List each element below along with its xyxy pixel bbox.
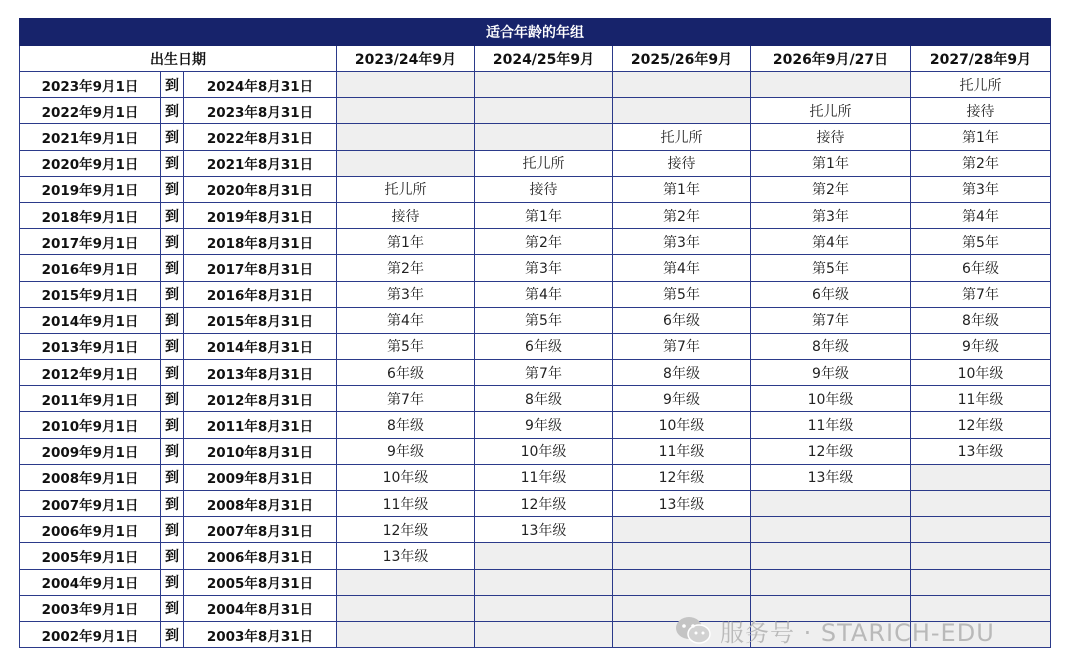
table-row xyxy=(20,491,1051,517)
grade-cell: 10年级 xyxy=(751,386,911,412)
birth-from-date: 2008年9月1日 xyxy=(20,464,161,490)
grade-cell xyxy=(475,543,613,569)
grade-cell: 10年级 xyxy=(613,412,751,438)
grade-cell: 第7年 xyxy=(911,281,1051,307)
birth-from-date: 2007年9月1日 xyxy=(20,491,161,517)
grade-cell: 第4年 xyxy=(613,255,751,281)
birth-to-date: 2012年8月31日 xyxy=(184,386,337,412)
grade-cell: 托儿所 xyxy=(911,72,1051,98)
birth-to-date: 2010年8月31日 xyxy=(184,438,337,464)
table-row xyxy=(20,464,1051,490)
table-body xyxy=(20,72,1051,648)
grade-cell: 第5年 xyxy=(337,333,475,359)
grade-cell: 12年级 xyxy=(337,517,475,543)
table-row xyxy=(20,98,1051,124)
birth-to-date: 2017年8月31日 xyxy=(184,255,337,281)
table-row xyxy=(20,176,1051,202)
birth-to-date: 2007年8月31日 xyxy=(184,517,337,543)
grade-cell: 13年级 xyxy=(337,543,475,569)
birth-from-date: 2020年9月1日 xyxy=(20,150,161,176)
to-separator: 到 xyxy=(161,307,184,333)
grade-cell: 10年级 xyxy=(337,464,475,490)
grade-cell xyxy=(475,569,613,595)
grade-cell: 第7年 xyxy=(613,333,751,359)
watermark xyxy=(674,610,1054,650)
grade-cell xyxy=(911,543,1051,569)
birth-to-date: 2016年8月31日 xyxy=(184,281,337,307)
grade-cell xyxy=(751,72,911,98)
grade-cell: 第3年 xyxy=(475,255,613,281)
grade-cell xyxy=(751,491,911,517)
grade-cell: 托儿所 xyxy=(475,150,613,176)
table-row xyxy=(20,229,1051,255)
grade-cell: 13年级 xyxy=(751,464,911,490)
birth-from-date: 2005年9月1日 xyxy=(20,543,161,569)
grade-cell xyxy=(337,569,475,595)
grade-cell: 11年级 xyxy=(475,464,613,490)
grade-cell: 接待 xyxy=(613,150,751,176)
grade-cell: 第2年 xyxy=(751,176,911,202)
to-separator: 到 xyxy=(161,176,184,202)
grade-cell: 托儿所 xyxy=(613,124,751,150)
grade-cell xyxy=(337,621,475,647)
to-separator: 到 xyxy=(161,124,184,150)
grade-cell: 第2年 xyxy=(911,150,1051,176)
grade-cell xyxy=(911,569,1051,595)
table-row xyxy=(20,569,1051,595)
birth-from-date: 2015年9月1日 xyxy=(20,281,161,307)
grade-cell: 第5年 xyxy=(911,229,1051,255)
grade-cell: 第1年 xyxy=(911,124,1051,150)
grade-cell: 6年级 xyxy=(337,360,475,386)
birth-to-date: 2014年8月31日 xyxy=(184,333,337,359)
grade-cell: 第3年 xyxy=(613,229,751,255)
grade-cell: 8年级 xyxy=(475,386,613,412)
grade-cell: 第1年 xyxy=(475,202,613,228)
grade-cell xyxy=(751,569,911,595)
birth-to-date: 2022年8月31日 xyxy=(184,124,337,150)
grade-cell: 第1年 xyxy=(613,176,751,202)
grade-cell: 6年级 xyxy=(751,281,911,307)
grade-cell xyxy=(613,72,751,98)
grade-cell: 13年级 xyxy=(613,491,751,517)
header-year-4: 2026年9月/27日 xyxy=(751,46,911,72)
birth-from-date: 2016年9月1日 xyxy=(20,255,161,281)
grade-cell: 第5年 xyxy=(751,255,911,281)
grade-cell: 8年级 xyxy=(613,360,751,386)
birth-to-date: 2013年8月31日 xyxy=(184,360,337,386)
table-row xyxy=(20,438,1051,464)
grade-cell xyxy=(613,569,751,595)
grade-cell xyxy=(613,98,751,124)
birth-from-date: 2003年9月1日 xyxy=(20,595,161,621)
grade-cell: 11年级 xyxy=(337,491,475,517)
grade-cell: 第7年 xyxy=(475,360,613,386)
birth-from-date: 2013年9月1日 xyxy=(20,333,161,359)
grade-cell xyxy=(475,124,613,150)
grade-cell: 接待 xyxy=(337,202,475,228)
birth-to-date: 2005年8月31日 xyxy=(184,569,337,595)
birth-to-date: 2008年8月31日 xyxy=(184,491,337,517)
wechat-icon xyxy=(674,615,712,645)
birth-to-date: 2009年8月31日 xyxy=(184,464,337,490)
grade-cell: 12年级 xyxy=(751,438,911,464)
birth-to-date: 2024年8月31日 xyxy=(184,72,337,98)
grade-cell: 托儿所 xyxy=(751,98,911,124)
grade-cell: 第5年 xyxy=(613,281,751,307)
grade-cell: 第3年 xyxy=(337,281,475,307)
birth-from-date: 2017年9月1日 xyxy=(20,229,161,255)
to-separator: 到 xyxy=(161,98,184,124)
grade-cell xyxy=(911,491,1051,517)
grade-cell xyxy=(337,150,475,176)
table-row xyxy=(20,386,1051,412)
watermark-text: 服务号 · STARICH-EDU xyxy=(720,618,995,647)
grade-cell: 9年级 xyxy=(475,412,613,438)
to-separator: 到 xyxy=(161,543,184,569)
grade-cell xyxy=(613,543,751,569)
grade-cell: 第7年 xyxy=(751,307,911,333)
grade-cell: 接待 xyxy=(475,176,613,202)
to-separator: 到 xyxy=(161,202,184,228)
grade-cell: 6年级 xyxy=(475,333,613,359)
grade-cell: 12年级 xyxy=(911,412,1051,438)
grade-cell: 13年级 xyxy=(911,438,1051,464)
grade-cell xyxy=(475,595,613,621)
table-row xyxy=(20,150,1051,176)
birth-from-date: 2021年9月1日 xyxy=(20,124,161,150)
to-separator: 到 xyxy=(161,360,184,386)
grade-cell: 11年级 xyxy=(911,386,1051,412)
grade-cell: 接待 xyxy=(751,124,911,150)
grade-cell xyxy=(475,98,613,124)
age-grade-table xyxy=(19,18,1051,648)
to-separator: 到 xyxy=(161,72,184,98)
grade-cell: 第1年 xyxy=(751,150,911,176)
birth-from-date: 2011年9月1日 xyxy=(20,386,161,412)
grade-cell: 8年级 xyxy=(911,307,1051,333)
birth-from-date: 2004年9月1日 xyxy=(20,569,161,595)
header-year-5: 2027/28年9月 xyxy=(911,46,1051,72)
grade-cell: 接待 xyxy=(911,98,1051,124)
grade-cell xyxy=(337,595,475,621)
grade-cell: 托儿所 xyxy=(337,176,475,202)
grade-cell: 10年级 xyxy=(475,438,613,464)
grade-cell xyxy=(751,543,911,569)
grade-cell: 第4年 xyxy=(911,202,1051,228)
table-row xyxy=(20,255,1051,281)
grade-cell: 第2年 xyxy=(613,202,751,228)
grade-cell: 第2年 xyxy=(337,255,475,281)
grade-cell: 第4年 xyxy=(337,307,475,333)
grade-cell xyxy=(613,517,751,543)
grade-cell: 6年级 xyxy=(911,255,1051,281)
grade-cell: 11年级 xyxy=(613,438,751,464)
birth-to-date: 2020年8月31日 xyxy=(184,176,337,202)
table-row xyxy=(20,333,1051,359)
grade-cell xyxy=(475,621,613,647)
birth-from-date: 2018年9月1日 xyxy=(20,202,161,228)
grade-cell: 9年级 xyxy=(613,386,751,412)
to-separator: 到 xyxy=(161,569,184,595)
birth-from-date: 2006年9月1日 xyxy=(20,517,161,543)
table-row xyxy=(20,543,1051,569)
birth-to-date: 2011年8月31日 xyxy=(184,412,337,438)
to-separator: 到 xyxy=(161,255,184,281)
to-separator: 到 xyxy=(161,281,184,307)
table-row xyxy=(20,517,1051,543)
to-separator: 到 xyxy=(161,229,184,255)
table-row xyxy=(20,281,1051,307)
to-separator: 到 xyxy=(161,333,184,359)
grade-cell: 12年级 xyxy=(475,491,613,517)
birth-from-date: 2019年9月1日 xyxy=(20,176,161,202)
grade-cell: 10年级 xyxy=(911,360,1051,386)
birth-to-date: 2023年8月31日 xyxy=(184,98,337,124)
to-separator: 到 xyxy=(161,412,184,438)
birth-to-date: 2021年8月31日 xyxy=(184,150,337,176)
grade-cell xyxy=(911,517,1051,543)
grade-cell xyxy=(337,124,475,150)
header-birth-date: 出生日期 xyxy=(20,46,337,72)
birth-to-date: 2018年8月31日 xyxy=(184,229,337,255)
header-year-3: 2025/26年9月 xyxy=(613,46,751,72)
to-separator: 到 xyxy=(161,517,184,543)
table-row xyxy=(20,72,1051,98)
grade-cell: 第5年 xyxy=(475,307,613,333)
grade-cell: 6年级 xyxy=(613,307,751,333)
to-separator: 到 xyxy=(161,491,184,517)
grade-cell xyxy=(911,464,1051,490)
grade-cell xyxy=(475,72,613,98)
grade-cell: 11年级 xyxy=(751,412,911,438)
to-separator: 到 xyxy=(161,621,184,647)
table-row xyxy=(20,412,1051,438)
birth-from-date: 2009年9月1日 xyxy=(20,438,161,464)
to-separator: 到 xyxy=(161,150,184,176)
grade-cell xyxy=(337,98,475,124)
birth-to-date: 2015年8月31日 xyxy=(184,307,337,333)
grade-cell: 第3年 xyxy=(911,176,1051,202)
birth-from-date: 2023年9月1日 xyxy=(20,72,161,98)
birth-to-date: 2004年8月31日 xyxy=(184,595,337,621)
to-separator: 到 xyxy=(161,438,184,464)
grade-cell: 9年级 xyxy=(337,438,475,464)
birth-to-date: 2003年8月31日 xyxy=(184,621,337,647)
grade-cell: 第4年 xyxy=(751,229,911,255)
grade-cell: 第2年 xyxy=(475,229,613,255)
grade-cell: 8年级 xyxy=(337,412,475,438)
grade-cell: 第4年 xyxy=(475,281,613,307)
birth-to-date: 2019年8月31日 xyxy=(184,202,337,228)
grade-cell: 8年级 xyxy=(751,333,911,359)
birth-from-date: 2014年9月1日 xyxy=(20,307,161,333)
header-year-2: 2024/25年9月 xyxy=(475,46,613,72)
grade-cell: 第1年 xyxy=(337,229,475,255)
grade-cell: 第3年 xyxy=(751,202,911,228)
grade-cell xyxy=(337,72,475,98)
table-row xyxy=(20,360,1051,386)
to-separator: 到 xyxy=(161,595,184,621)
header-year-1: 2023/24年9月 xyxy=(337,46,475,72)
birth-to-date: 2006年8月31日 xyxy=(184,543,337,569)
to-separator: 到 xyxy=(161,386,184,412)
to-separator: 到 xyxy=(161,464,184,490)
grade-cell xyxy=(751,517,911,543)
grade-cell: 13年级 xyxy=(475,517,613,543)
birth-from-date: 2010年9月1日 xyxy=(20,412,161,438)
grade-cell: 12年级 xyxy=(613,464,751,490)
grade-cell: 9年级 xyxy=(751,360,911,386)
grade-cell: 第7年 xyxy=(337,386,475,412)
table-title: 适合年龄的年组 xyxy=(20,19,1051,46)
grade-cell: 9年级 xyxy=(911,333,1051,359)
table-row xyxy=(20,124,1051,150)
table-row xyxy=(20,307,1051,333)
birth-from-date: 2002年9月1日 xyxy=(20,621,161,647)
birth-from-date: 2022年9月1日 xyxy=(20,98,161,124)
birth-from-date: 2012年9月1日 xyxy=(20,360,161,386)
table-row xyxy=(20,202,1051,228)
